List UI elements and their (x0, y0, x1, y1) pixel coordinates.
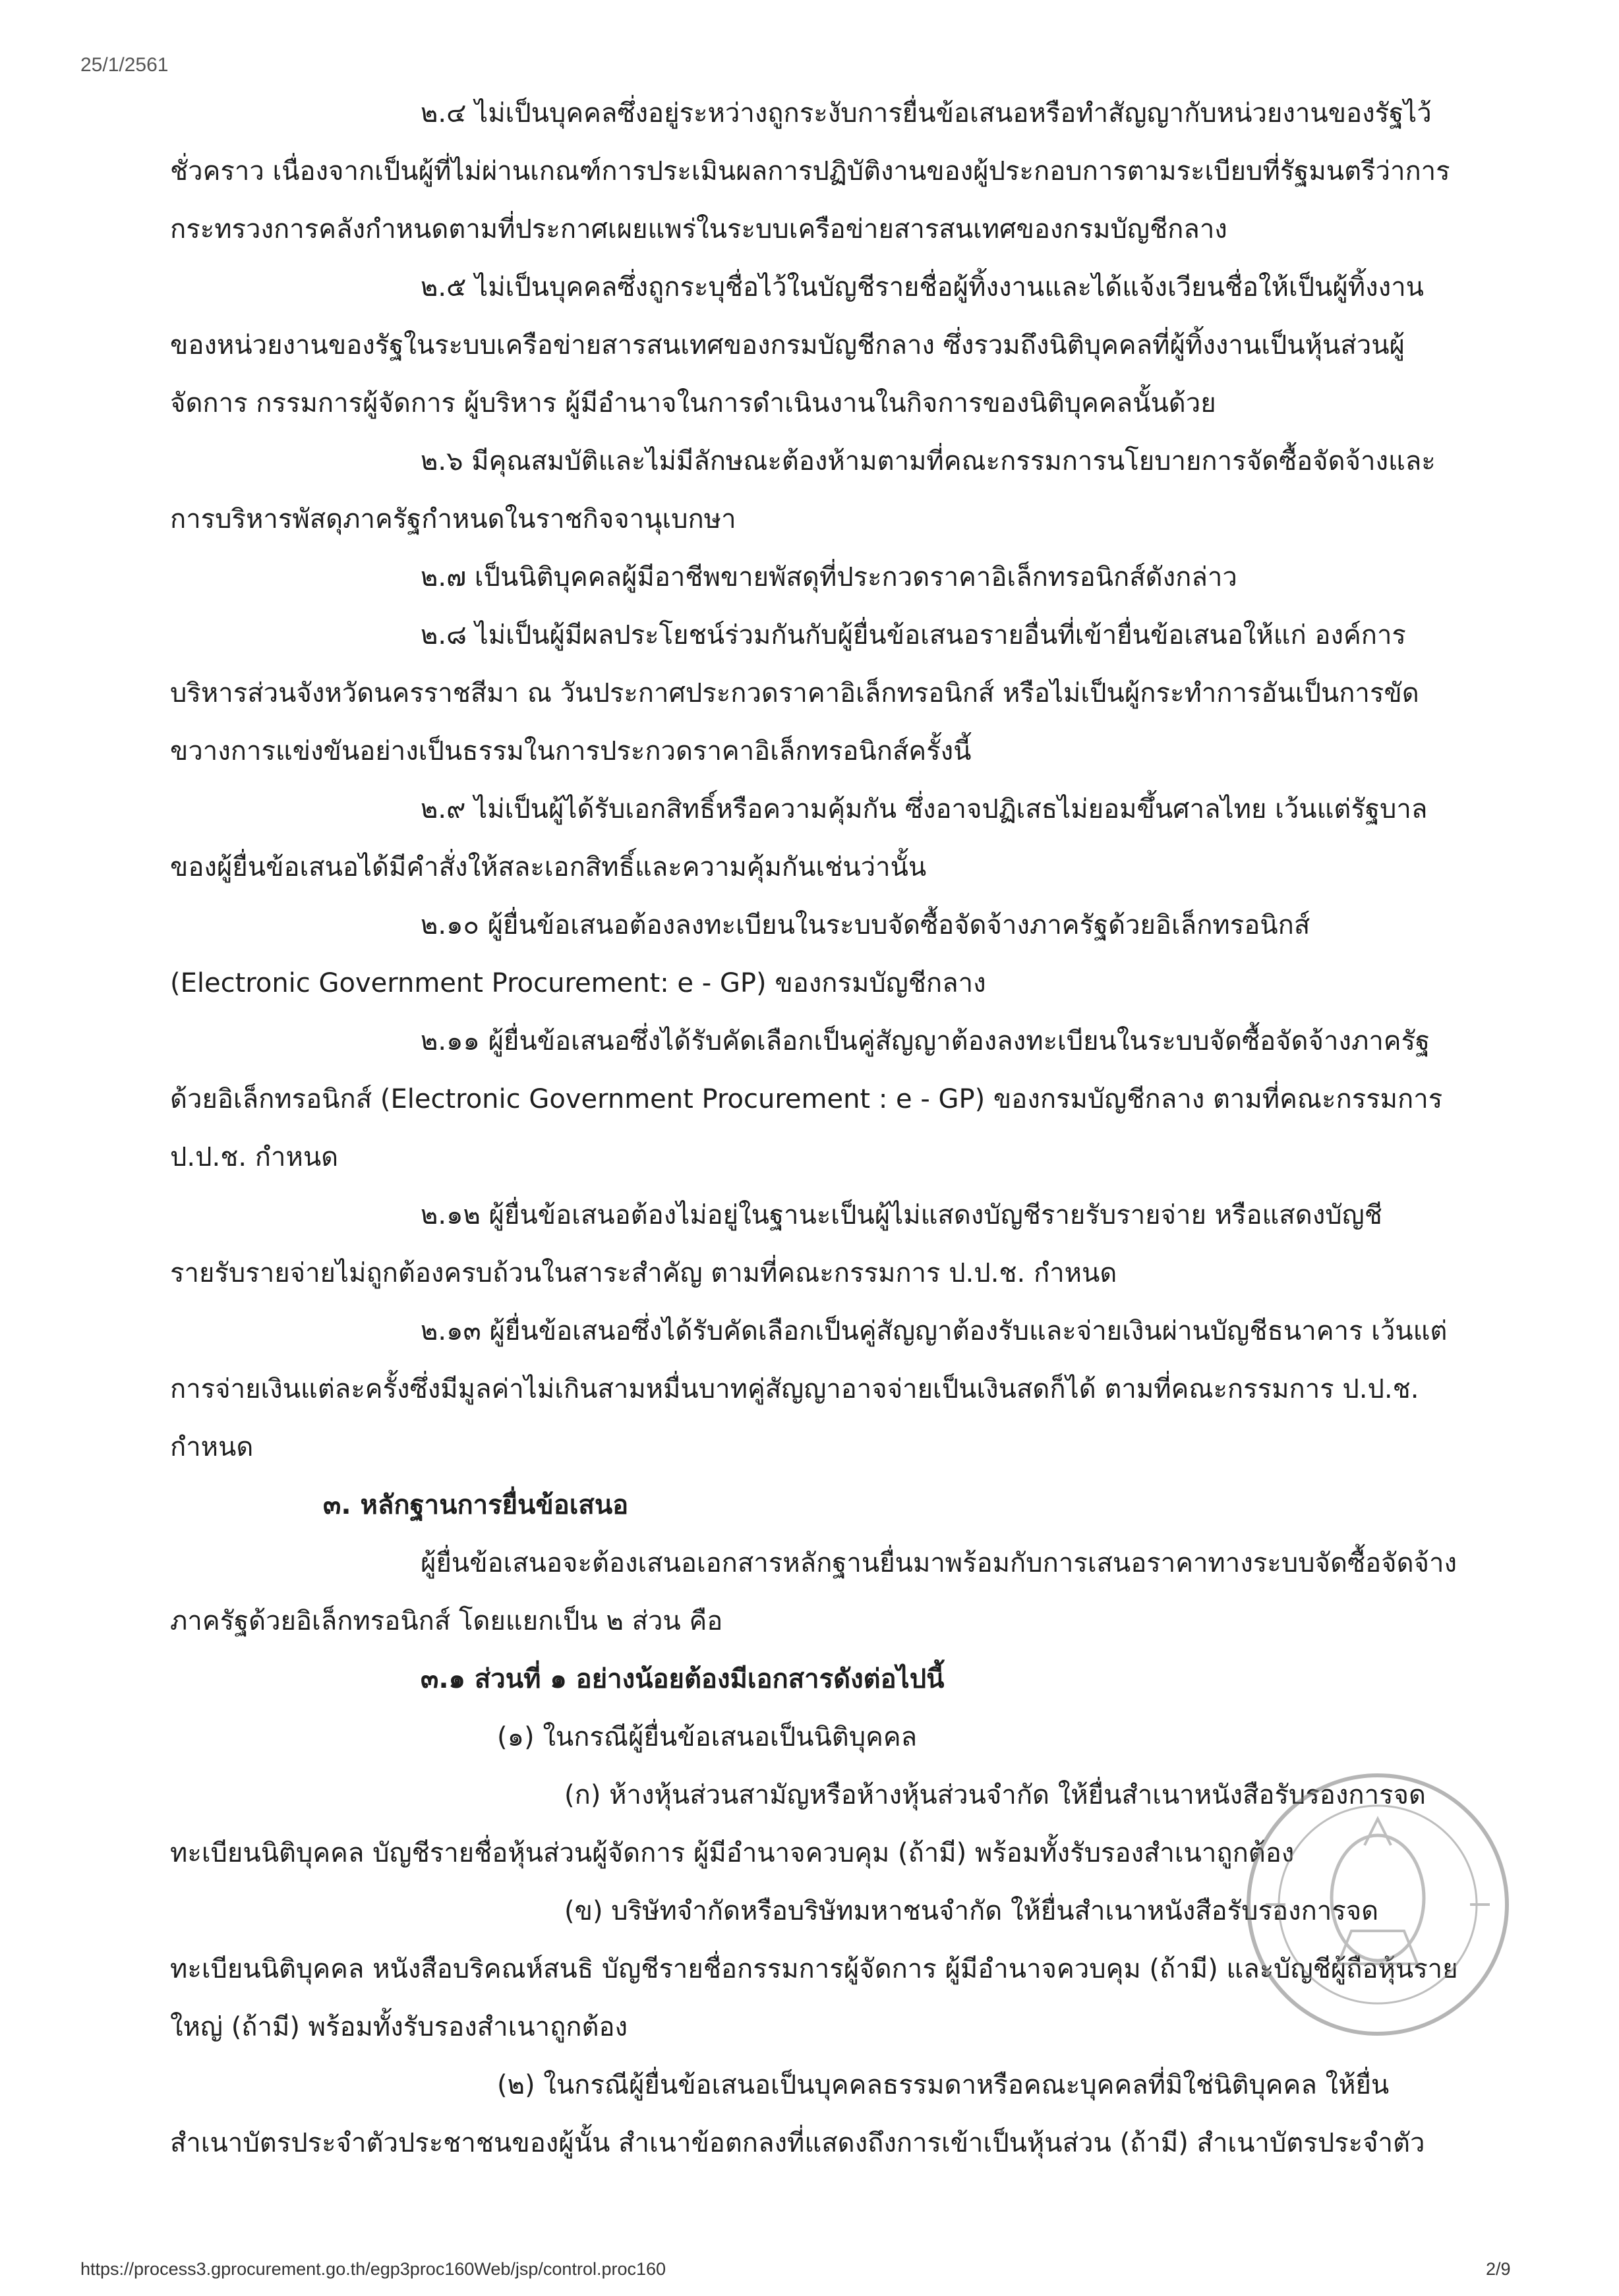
text-line: ๒.๗ เป็นนิติบุคคลผู้มีอาชีพขายพัสดุที่ประกวดราคาอิเล็กทรอนิกส์ดังกล่าว (421, 562, 1237, 592)
text-line: สำเนาบัตรประจำตัวประชาชนของผู้นั้น สำเนาข้อตกลงที่แสดงถึงการเข้าเป็นหุ้นส่วน (ถ้ามี) สำเนาบัตรประจำตัว (170, 2128, 1425, 2158)
text-line: การบริหารพัสดุภาครัฐกำหนดในราชกิจจานุเบกษา (170, 504, 736, 534)
official-seal-icon (1239, 1766, 1516, 2043)
text-line: ๒.๔ ไม่เป็นบุคคลซึ่งอยู่ระหว่างถูกระงับการยื่นข้อเสนอหรือทำสัญญากับหน่วยงานของรัฐไว้ (421, 98, 1432, 129)
text-line: จัดการ กรรมการผู้จัดการ ผู้บริหาร ผู้มีอำนาจในการดำเนินงานในกิจการของนิติบุคคลนั้นด้วย (170, 388, 1216, 418)
text-line: (๒) ในกรณีผู้ยื่นข้อเสนอเป็นบุคคลธรรมดาหรือคณะบุคคลที่มิใช่นิติบุคคล ให้ยื่น (497, 2070, 1390, 2100)
print-date: 25/1/2561 (80, 54, 169, 76)
text-line: ๒.๑๓ ผู้ยื่นข้อเสนอซึ่งได้รับคัดเลือกเป็นคู่สัญญาต้องรับและจ่ายเงินผ่านบัญชีธนาคาร เว้นแต่ (421, 1316, 1448, 1346)
text-line: กำหนด (170, 1432, 254, 1462)
text-line: ทะเบียนนิติบุคคล บัญชีรายชื่อหุ้นส่วนผู้จัดการ ผู้มีอำนาจควบคุม (ถ้ามี) พร้อมทั้งรับรองสำเนาถูกต้อง (170, 1838, 1295, 1868)
text-line: ๓. หลักฐานการยื่นข้อเสนอ (323, 1490, 629, 1520)
text-line: ๒.๘ ไม่เป็นผู้มีผลประโยชน์ร่วมกันกับผู้ยื่นข้อเสนอรายอื่นที่เข้ายื่นข้อเสนอให้แก่ องค์การ (421, 620, 1406, 650)
text-line: (๑) ในกรณีผู้ยื่นข้อเสนอเป็นนิติบุคคล (497, 1722, 918, 1752)
text-line: ใหญ่ (ถ้ามี) พร้อมทั้งรับรองสำเนาถูกต้อง (170, 2012, 628, 2042)
text-line: ขวางการแข่งขันอย่างเป็นธรรมในการประกวดราคาอิเล็กทรอนิกส์ครั้งนี้ (170, 736, 972, 766)
text-line: ๒.๑๐ ผู้ยื่นข้อเสนอต้องลงทะเบียนในระบบจัดซื้อจัดจ้างภาครัฐด้วยอิเล็กทรอนิกส์ (421, 910, 1310, 940)
text-line: (ก) ห้างหุ้นส่วนสามัญหรือห้างหุ้นส่วนจำกัด ให้ยื่นสำเนาหนังสือรับรองการจด (564, 1780, 1426, 1810)
text-line: กระทรวงการคลังกำหนดตามที่ประกาศเผยแพร่ในระบบเครือข่ายสารสนเทศของกรมบัญชีกลาง (170, 214, 1227, 244)
text-line: ของผู้ยื่นข้อเสนอได้มีคำสั่งให้สละเอกสิทธิ์และความคุ้มกันเช่นว่านั้น (170, 852, 927, 882)
text-line: ผู้ยื่นข้อเสนอจะต้องเสนอเอกสารหลักฐานยื่นมาพร้อมกับการเสนอราคาทางระบบจัดซื้อจัดจ้าง (421, 1548, 1457, 1578)
page-number: 2/9 (1486, 2259, 1511, 2279)
footer-url: https://process3.gprocurement.go.th/egp3proc160Web/jsp/control.proc160 (80, 2259, 666, 2279)
text-line: ภาครัฐด้วยอิเล็กทรอนิกส์ โดยแยกเป็น ๒ ส่วน คือ (170, 1606, 723, 1636)
text-line: ๒.๑๒ ผู้ยื่นข้อเสนอต้องไม่อยู่ในฐานะเป็นผู้ไม่แสดงบัญชีรายรับรายจ่าย หรือแสดงบัญชี (421, 1200, 1382, 1230)
text-line: ชั่วคราว เนื่องจากเป็นผู้ที่ไม่ผ่านเกณฑ์การประเมินผลการปฏิบัติงานของผู้ประกอบการตามระเบียบที่รัฐมนตรีว่าการ (170, 156, 1450, 187)
text-line: บริหารส่วนจังหวัดนครราชสีมา ณ วันประกาศประกวดราคาอิเล็กทรอนิกส์ หรือไม่เป็นผู้กระทำการอันเป็นการขัด (170, 678, 1419, 708)
text-line: รายรับรายจ่ายไม่ถูกต้องครบถ้วนในสาระสำคัญ ตามที่คณะกรรมการ ป.ป.ช. กำหนด (170, 1258, 1117, 1288)
text-line: ทะเบียนนิติบุคคล หนังสือบริคณห์สนธิ บัญชีรายชื่อกรรมการผู้จัดการ ผู้มีอำนาจควบคุม (ถ้ามี) และบัญชีผู้ถือหุ้นราย (170, 1954, 1458, 1984)
text-line: ของหน่วยงานของรัฐในระบบเครือข่ายสารสนเทศของกรมบัญชีกลาง ซึ่งรวมถึงนิติบุคคลที่ผู้ทิ้งงานเป็นหุ้นส่วนผู้ (170, 330, 1405, 360)
text-line: ป.ป.ช. กำหนด (170, 1142, 339, 1172)
text-line: ๒.๙ ไม่เป็นผู้ได้รับเอกสิทธิ์หรือความคุ้มกัน ซึ่งอาจปฏิเสธไม่ยอมขึ้นศาลไทย เว้นแต่รัฐบาล (421, 794, 1428, 824)
text-line: ๒.๑๑ ผู้ยื่นข้อเสนอซึ่งได้รับคัดเลือกเป็นคู่สัญญาต้องลงทะเบียนในระบบจัดซื้อจัดจ้างภาครัฐ (421, 1026, 1430, 1056)
text-line: ๒.๖ มีคุณสมบัติและไม่มีลักษณะต้องห้ามตามที่คณะกรรมการนโยบายการจัดซื้อจัดจ้างและ (421, 446, 1436, 476)
text-line: (ข) บริษัทจำกัดหรือบริษัทมหาชนจำกัด ให้ยื่นสำเนาหนังสือรับรองการจด (564, 1896, 1379, 1926)
text-line: ๒.๕ ไม่เป็นบุคคลซึ่งถูกระบุชื่อไว้ในบัญชีรายชื่อผู้ทิ้งงานและได้แจ้งเวียนชื่อให้เป็นผู้ทิ้งงาน (421, 272, 1425, 302)
text-line: ด้วยอิเล็กทรอนิกส์ (Electronic Government Procurement : e - GP) ของกรมบัญชีกลาง ตามที่คณะกรรมการ (170, 1084, 1443, 1114)
text-line: ๓.๑ ส่วนที่ ๑ อย่างน้อยต้องมีเอกสารดังต่อไปนี้ (421, 1664, 945, 1694)
text-line: การจ่ายเงินแต่ละครั้งซึ่งมีมูลค่าไม่เกินสามหมื่นบาทคู่สัญญาอาจจ่ายเป็นเงินสดก็ได้ ตามที่คณะกรรมการ ป.ป.ช. (170, 1374, 1419, 1404)
text-line: (Electronic Government Procurement: e - GP) ของกรมบัญชีกลาง (170, 968, 986, 998)
